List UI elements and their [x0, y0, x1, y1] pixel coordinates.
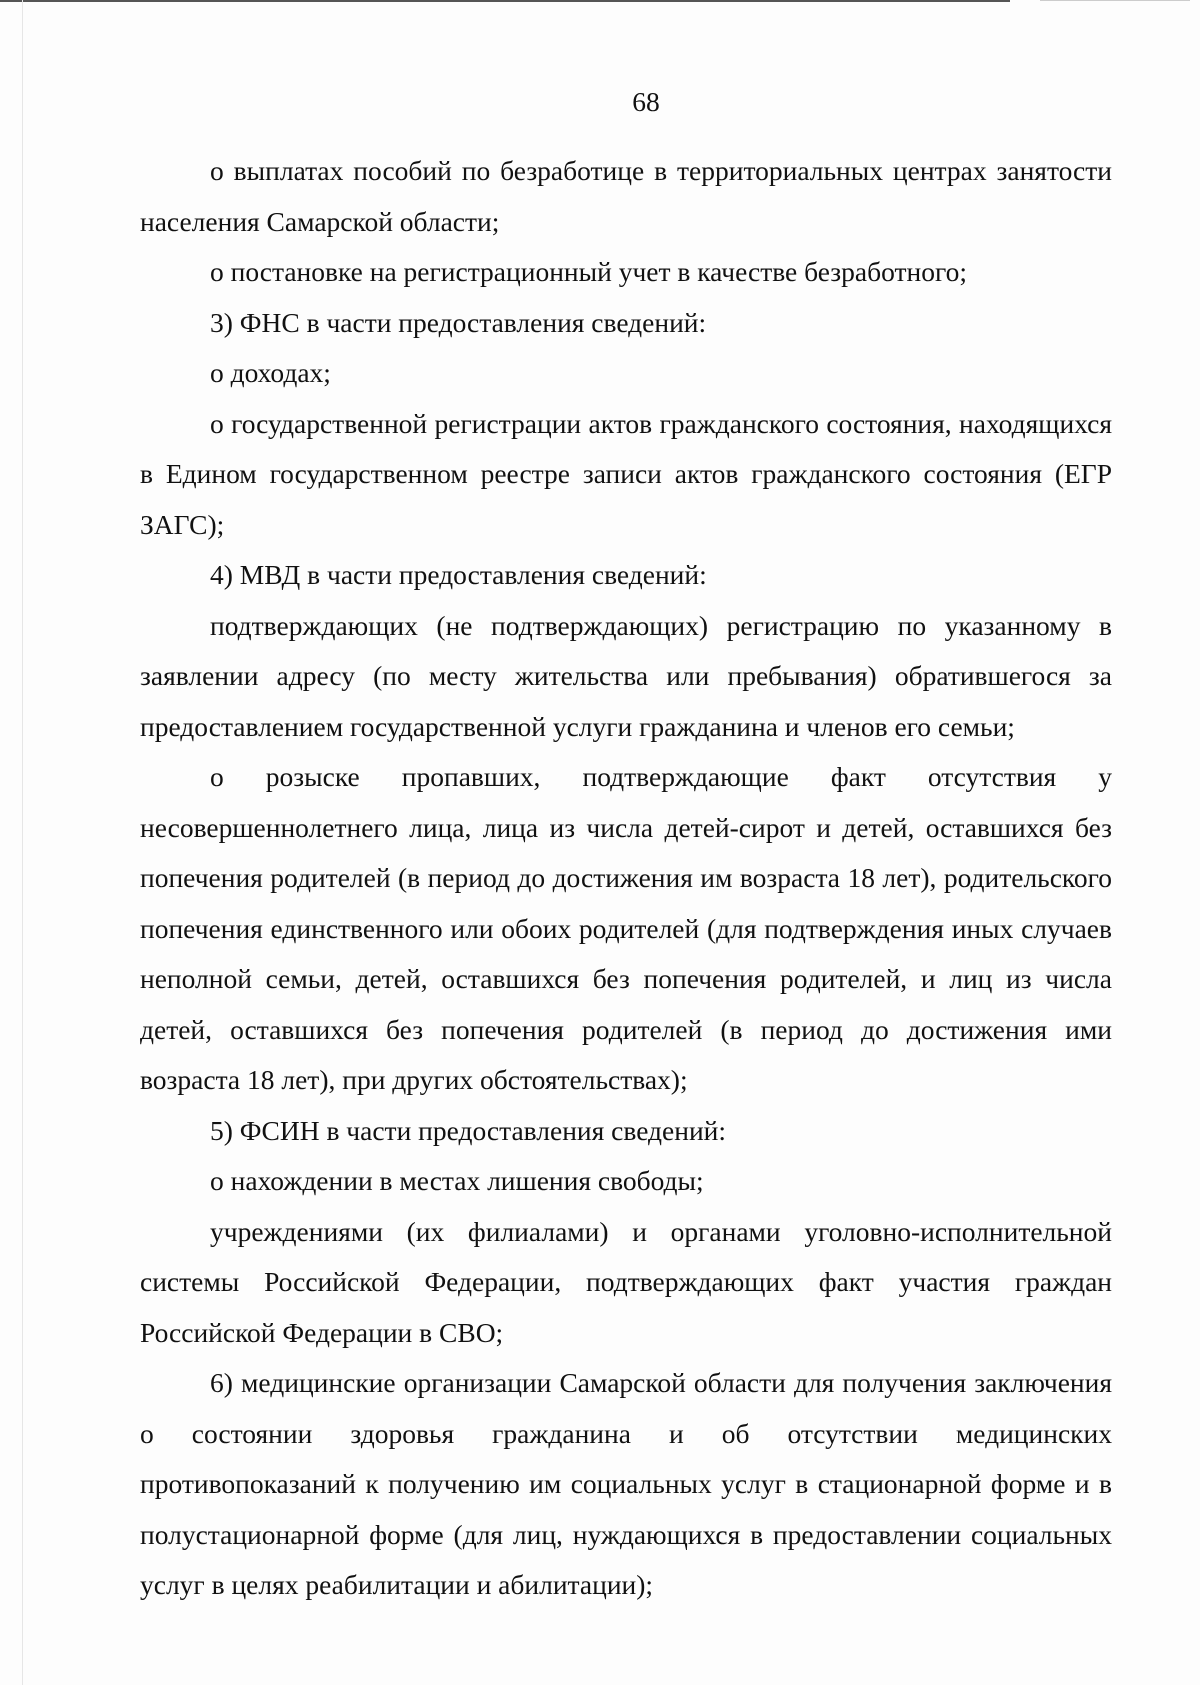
- top-scan-rule: [0, 0, 1010, 2]
- left-scan-edge: [22, 0, 23, 1685]
- paragraph-unemployed-registration: о постановке на регистрационный учет в качестве безработного;: [210, 256, 967, 287]
- paragraph-civil-registration: о государственной регистрации актов гражданского состояния, находящихся в Едином государственном реестре записи актов гражданского состояния (ЕГР ЗАГС);: [140, 407, 1112, 540]
- paragraph-svo-participation: учреждениями (их филиалами) и органами уголовно-исполнительной системы Российской Федерации, подтверждающих факт участия граждан Российской Федерации в СВО;: [140, 1215, 1112, 1348]
- paragraph-missing-persons: о розыске пропавших, подтверждающие факт отсутствия у несовершеннолетнего лица, лица из числа детей-сирот и детей, оставшихся без попечения родителей (в период до достижения им возраста 18 лет), родительского попечения единственного или обоих родителей (для подтверждения иных случаев неполной семьи, детей, оставшихся без попечения родителей, и лиц из числа детей, оставшихся без попечения родителей (в период до достижения ими возраста 18 лет), при других обстоятельствах);: [140, 761, 1112, 1095]
- document-page: [140, 78, 1112, 1611]
- paragraph-imprisonment: о нахождении в местах лишения свободы;: [210, 1165, 704, 1196]
- paragraph-unemployment-benefits: о выплатах пособий по безработице в территориальных центрах занятости населения Самарской области;: [140, 155, 1112, 237]
- page-number: 68: [632, 86, 660, 117]
- paragraph-mvd-heading: 4) МВД в части предоставления сведений:: [210, 559, 707, 590]
- paragraph-residence-registration: подтверждающих (не подтверждающих) регистрацию по указанному в заявлении адресу (по месту жительства или пребывания) обратившегося за предоставлением государственной услуги гражданина и членов его семьи;: [140, 609, 1112, 742]
- paragraph-fns-heading: 3) ФНС в части предоставления сведений:: [210, 306, 707, 338]
- paragraph-income: о доходах;: [210, 357, 331, 388]
- top-scan-rule-faint: [1040, 0, 1190, 1]
- paragraph-fsin-heading: 5) ФСИН в части предоставления сведений:: [210, 1114, 727, 1146]
- paragraph-medical-organizations: 6) медицинские организации Самарской области для получения заключения о состоянии здоровья гражданина и об отсутствии медицинских противопоказаний к получению им социальных услуг в стационарной форме и в полустационарной форме (для лиц, нуждающихся в предоставлении социальных услуг в целях реабилитации и абилитации);: [140, 1367, 1112, 1600]
